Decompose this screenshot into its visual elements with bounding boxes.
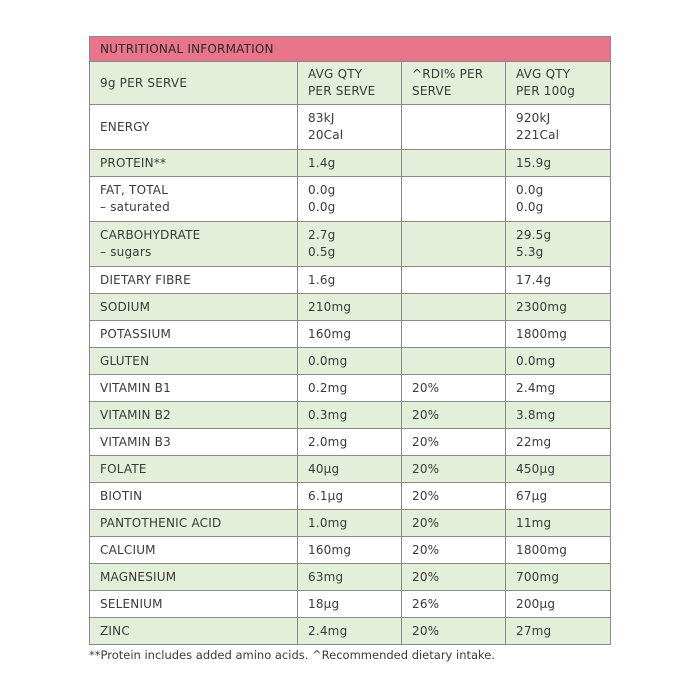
rdi-cell [402,321,506,348]
per-serve-text: 6.1µg [308,488,344,503]
nutrient-name-text: MAGNESIUM [100,569,177,584]
table-row [90,537,611,564]
per-100g-cell [506,321,611,348]
per-serve-cell [298,537,402,564]
rdi-text: 20% [412,434,440,449]
rdi-cell [402,105,506,150]
table-row [90,321,611,348]
per-100g-text: 0.0g [516,183,544,197]
header-avg-qty-per-serve: AVG QTY PER SERVE [298,62,402,105]
per-100g-text: 1800mg [516,542,568,557]
nutrient-name-subtext: – sugars [100,245,152,259]
per-100g-cell [506,150,611,177]
table-row [90,375,611,402]
rdi-text: 20% [412,515,440,530]
nutrition-panel [89,36,610,645]
table-row [90,483,611,510]
nutrient-name-cell [90,429,298,456]
per-100g-text: 200µg [516,596,556,611]
per-100g-subtext: 5.3g [516,245,544,259]
table-row [90,429,611,456]
per-100g-text: 700mg [516,569,560,584]
per-100g-cell [506,375,611,402]
table-row [90,510,611,537]
nutrient-name-cell [90,177,298,222]
per-serve-text: 0.2mg [308,380,348,395]
nutrient-name-cell [90,591,298,618]
nutrient-name-text: DIETARY FIBRE [100,272,191,287]
per-100g-text: 17.4g [516,272,552,287]
nutrient-name-text: VITAMIN B2 [100,407,171,422]
per-100g-text: 27mg [516,623,552,638]
rdi-text: 20% [412,488,440,503]
per-serve-cell [298,321,402,348]
nutrient-name-text: PROTEIN** [100,155,167,170]
per-100g-cell [506,177,611,222]
per-100g-cell [506,222,611,267]
table-row [90,618,611,645]
per-serve-subtext: 0.0g [308,200,336,214]
table-title: NUTRITIONAL INFORMATION [90,37,611,62]
table-row [90,456,611,483]
per-100g-cell [506,429,611,456]
header-row [90,62,611,105]
per-serve-cell [298,429,402,456]
per-serve-cell [298,456,402,483]
per-serve-text: 210mg [308,299,352,314]
per-100g-cell [506,294,611,321]
header-rdi-per-serve: ^RDI% PER SERVE [402,62,506,105]
per-serve-text: 1.4g [308,155,336,170]
per-100g-text: 1800mg [516,326,568,341]
per-100g-text: 3.8mg [516,407,556,422]
rdi-text: 20% [412,380,440,395]
per-serve-cell [298,375,402,402]
nutrient-name-text: CALCIUM [100,542,156,557]
per-serve-text: 160mg [308,326,352,341]
per-100g-subtext: 0.0g [516,200,544,214]
rdi-cell [402,294,506,321]
rdi-cell [402,402,506,429]
per-100g-cell [506,510,611,537]
table-row [90,105,611,150]
per-serve-cell [298,105,402,150]
per-100g-cell [506,618,611,645]
per-100g-text: 450µg [516,461,556,476]
per-serve-cell [298,150,402,177]
per-serve-subtext: 0.5g [308,245,336,259]
table-row [90,294,611,321]
rdi-cell [402,429,506,456]
nutrient-name-cell [90,150,298,177]
per-100g-cell [506,348,611,375]
nutrient-name-cell [90,105,298,150]
rdi-cell [402,483,506,510]
nutrient-name-cell [90,483,298,510]
nutrient-name-text: FAT, TOTAL [100,183,169,197]
nutrient-name-cell [90,348,298,375]
nutrient-name-cell [90,222,298,267]
rdi-text: 20% [412,407,440,422]
per-100g-text: 15.9g [516,155,552,170]
per-100g-cell [506,483,611,510]
per-serve-text: 2.7g [308,228,336,242]
per-100g-cell [506,537,611,564]
per-serve-text: 2.0mg [308,434,348,449]
per-serve-cell [298,618,402,645]
per-serve-subtext: 20Cal [308,128,344,142]
rdi-cell [402,348,506,375]
table-row [90,177,611,222]
rdi-cell [402,150,506,177]
per-100g-text: 29.5g [516,228,552,242]
nutrient-name-cell [90,375,298,402]
nutrient-rows [90,105,611,645]
nutrient-name-cell [90,402,298,429]
per-serve-text: 160mg [308,542,352,557]
per-100g-text: 2.4mg [516,380,556,395]
rdi-cell [402,564,506,591]
header-serving-size: 9g PER SERVE [90,62,298,105]
nutrient-name-text: ENERGY [100,119,150,134]
rdi-cell [402,537,506,564]
rdi-cell [402,618,506,645]
nutrient-name-text: SODIUM [100,299,151,314]
nutrient-name-text: VITAMIN B3 [100,434,171,449]
per-serve-cell [298,402,402,429]
table-row [90,591,611,618]
per-serve-cell [298,222,402,267]
per-serve-cell [298,267,402,294]
table-row [90,564,611,591]
per-serve-text: 0.0mg [308,353,348,368]
per-100g-cell [506,267,611,294]
rdi-cell [402,267,506,294]
per-serve-cell [298,348,402,375]
per-100g-text: 67µg [516,488,548,503]
per-100g-text: 920kJ [516,111,551,125]
per-100g-cell [506,591,611,618]
per-100g-subtext: 221Cal [516,128,560,142]
nutrient-name-cell [90,456,298,483]
nutrient-name-text: CARBOHYDRATE [100,228,201,242]
table-row [90,150,611,177]
per-serve-cell [298,483,402,510]
nutrient-name-text: BIOTIN [100,488,143,503]
per-serve-text: 83kJ [308,111,335,125]
per-100g-text: 22mg [516,434,552,449]
nutrient-name-text: ZINC [100,623,130,638]
rdi-cell [402,591,506,618]
nutrient-name-text: POTASSIUM [100,326,171,341]
nutrient-name-cell [90,321,298,348]
table-row [90,402,611,429]
per-serve-text: 1.0mg [308,515,348,530]
rdi-cell [402,375,506,402]
nutrient-name-text: PANTOTHENIC ACID [100,515,222,530]
rdi-cell [402,456,506,483]
per-serve-cell [298,294,402,321]
rdi-text: 26% [412,596,440,611]
nutrient-name-text: VITAMIN B1 [100,380,171,395]
footnote: **Protein includes added amino acids. ^Recommended dietary intake. [89,648,496,662]
per-serve-text: 63mg [308,569,344,584]
nutrient-name-cell [90,618,298,645]
nutrient-name-text: GLUTEN [100,353,150,368]
table-title-row [90,37,611,62]
rdi-cell [402,177,506,222]
header-avg-qty-per-100g: AVG QTY PER 100g [506,62,611,105]
table-row [90,348,611,375]
table-row [90,222,611,267]
per-100g-text: 11mg [516,515,552,530]
per-100g-cell [506,105,611,150]
nutrient-name-cell [90,564,298,591]
table-row [90,267,611,294]
nutrient-name-subtext: – saturated [100,200,170,214]
per-serve-cell [298,564,402,591]
per-serve-cell [298,591,402,618]
nutrient-name-text: SELENIUM [100,596,163,611]
nutrient-name-text: FOLATE [100,461,147,476]
rdi-text: 20% [412,461,440,476]
rdi-text: 20% [412,623,440,638]
per-serve-text: 40µg [308,461,340,476]
per-100g-cell [506,564,611,591]
per-serve-text: 18µg [308,596,340,611]
rdi-cell [402,222,506,267]
nutrient-name-cell [90,294,298,321]
rdi-text: 20% [412,569,440,584]
per-serve-text: 1.6g [308,272,336,287]
nutrient-name-cell [90,267,298,294]
nutrient-name-cell [90,537,298,564]
per-serve-text: 0.3mg [308,407,348,422]
nutrition-table [89,36,611,645]
per-serve-cell [298,177,402,222]
nutrient-name-cell [90,510,298,537]
rdi-text: 20% [412,542,440,557]
per-100g-text: 0.0mg [516,353,556,368]
per-100g-cell [506,402,611,429]
per-100g-cell [506,456,611,483]
per-serve-cell [298,510,402,537]
rdi-cell [402,510,506,537]
per-serve-text: 0.0g [308,183,336,197]
per-serve-text: 2.4mg [308,623,348,638]
per-100g-text: 2300mg [516,299,568,314]
